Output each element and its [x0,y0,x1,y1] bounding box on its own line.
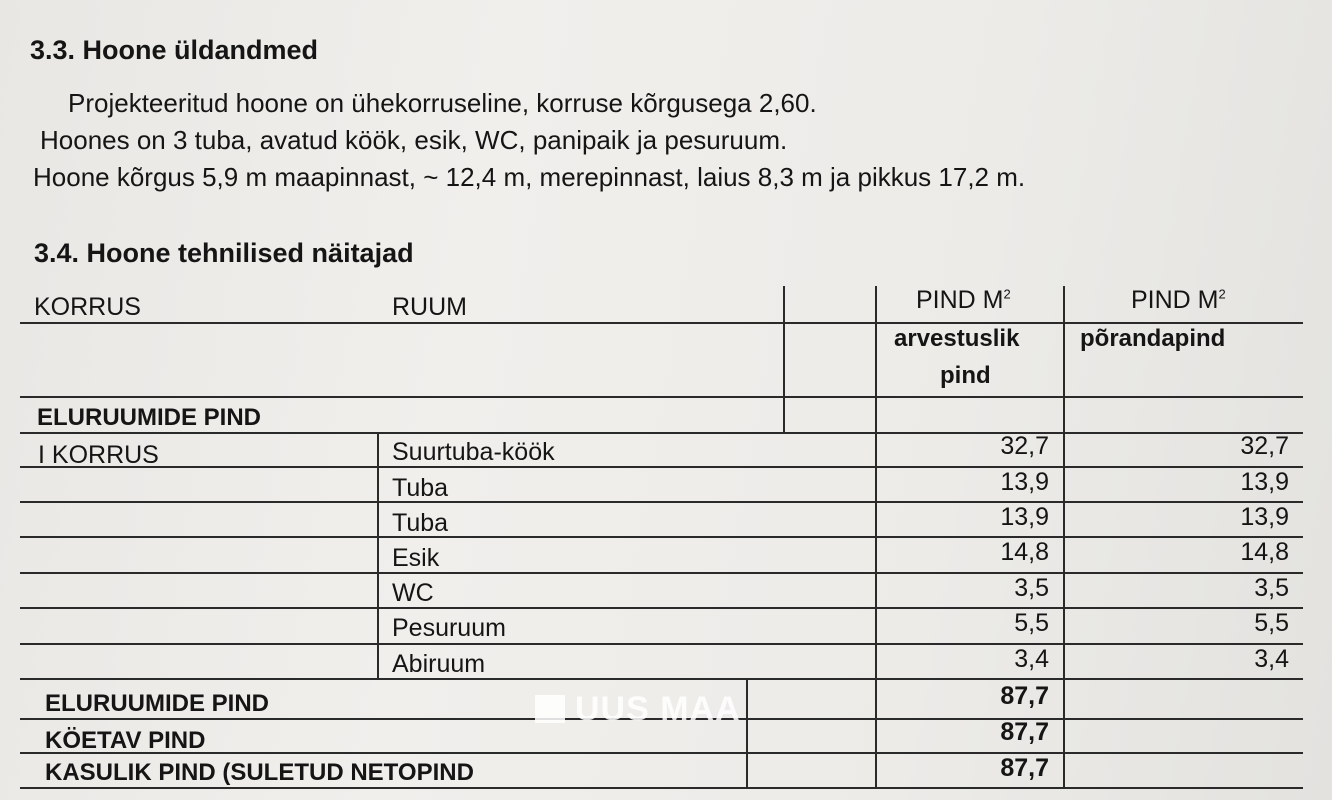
total-label: ELURUUMIDE PIND [45,690,270,717]
subheader-porandapind: põrandapind [1080,325,1226,352]
subheader-pind: pind [940,362,991,389]
area-arvestuslik: 5,5 [1014,609,1049,637]
section-heading-3-3: 3.3. Hoone üldandmed [30,35,319,65]
logo-icon [535,695,565,723]
column-header-ruum: RUUM [392,293,467,321]
room-name: Tuba [392,474,449,502]
room-name: Tuba [392,509,449,537]
total-value: 87,7 [1000,682,1049,710]
area-arvestuslik: 3,5 [1014,574,1049,602]
area-arvestuslik: 14,8 [1000,538,1049,566]
area-porandapind: 32,7 [1240,432,1289,460]
room-name: Abiruum [392,650,486,678]
room-name: WC [392,579,434,607]
watermark-logo [535,690,741,729]
area-arvestuslik: 32,7 [1000,432,1049,460]
room-name: Esik [392,544,440,572]
area-arvestuslik: 3,4 [1014,645,1049,673]
group-label: ELURUUMIDE PIND [37,404,262,431]
watermark-text: UUS MAA [575,690,741,728]
subheader-arvestuslik: arvestuslik [894,325,1020,352]
room-name: Pesuruum [392,614,506,642]
area-porandapind: 3,4 [1254,645,1289,673]
total-label: KASULIK PIND (SULETUD NETOPIND [45,759,474,786]
header-text: PIND M [1131,286,1219,314]
total-value: 87,7 [1000,754,1049,782]
header-text: PIND M [916,286,1004,314]
area-porandapind: 13,9 [1240,468,1289,496]
section-heading-3-4: 3.4. Hoone tehnilised näitajad [34,238,414,268]
total-value: 87,7 [1000,718,1049,746]
paragraph-line: Hoone kõrgus 5,9 m maapinnast, ~ 12,4 m, merepinnast, laius 8,3 m ja pikkus 17,2 m. [33,162,1026,192]
column-header-pind-1 [916,286,1011,315]
total-label: KÖETAV PIND [45,727,206,754]
area-arvestuslik: 13,9 [1000,503,1049,531]
paragraph-line: Hoones on 3 tuba, avatud köök, esik, WC, panipaik ja pesuruum. [40,125,788,155]
area-porandapind: 13,9 [1240,503,1289,531]
area-porandapind: 14,8 [1240,538,1289,566]
room-name: Suurtuba-köök [392,438,555,466]
area-porandapind: 3,5 [1254,574,1289,602]
floor-label: I KORRUS [38,441,159,469]
paragraph-line: Projekteeritud hoone on ühekorruseline, korruse kõrgusega 2,60. [68,88,817,118]
superscript: 2 [1218,286,1226,302]
area-porandapind: 5,5 [1254,609,1289,637]
area-arvestuslik: 13,9 [1000,468,1049,496]
superscript: 2 [1003,286,1011,302]
column-header-pind-2 [1131,286,1226,315]
column-header-korrus: KORRUS [34,293,141,321]
